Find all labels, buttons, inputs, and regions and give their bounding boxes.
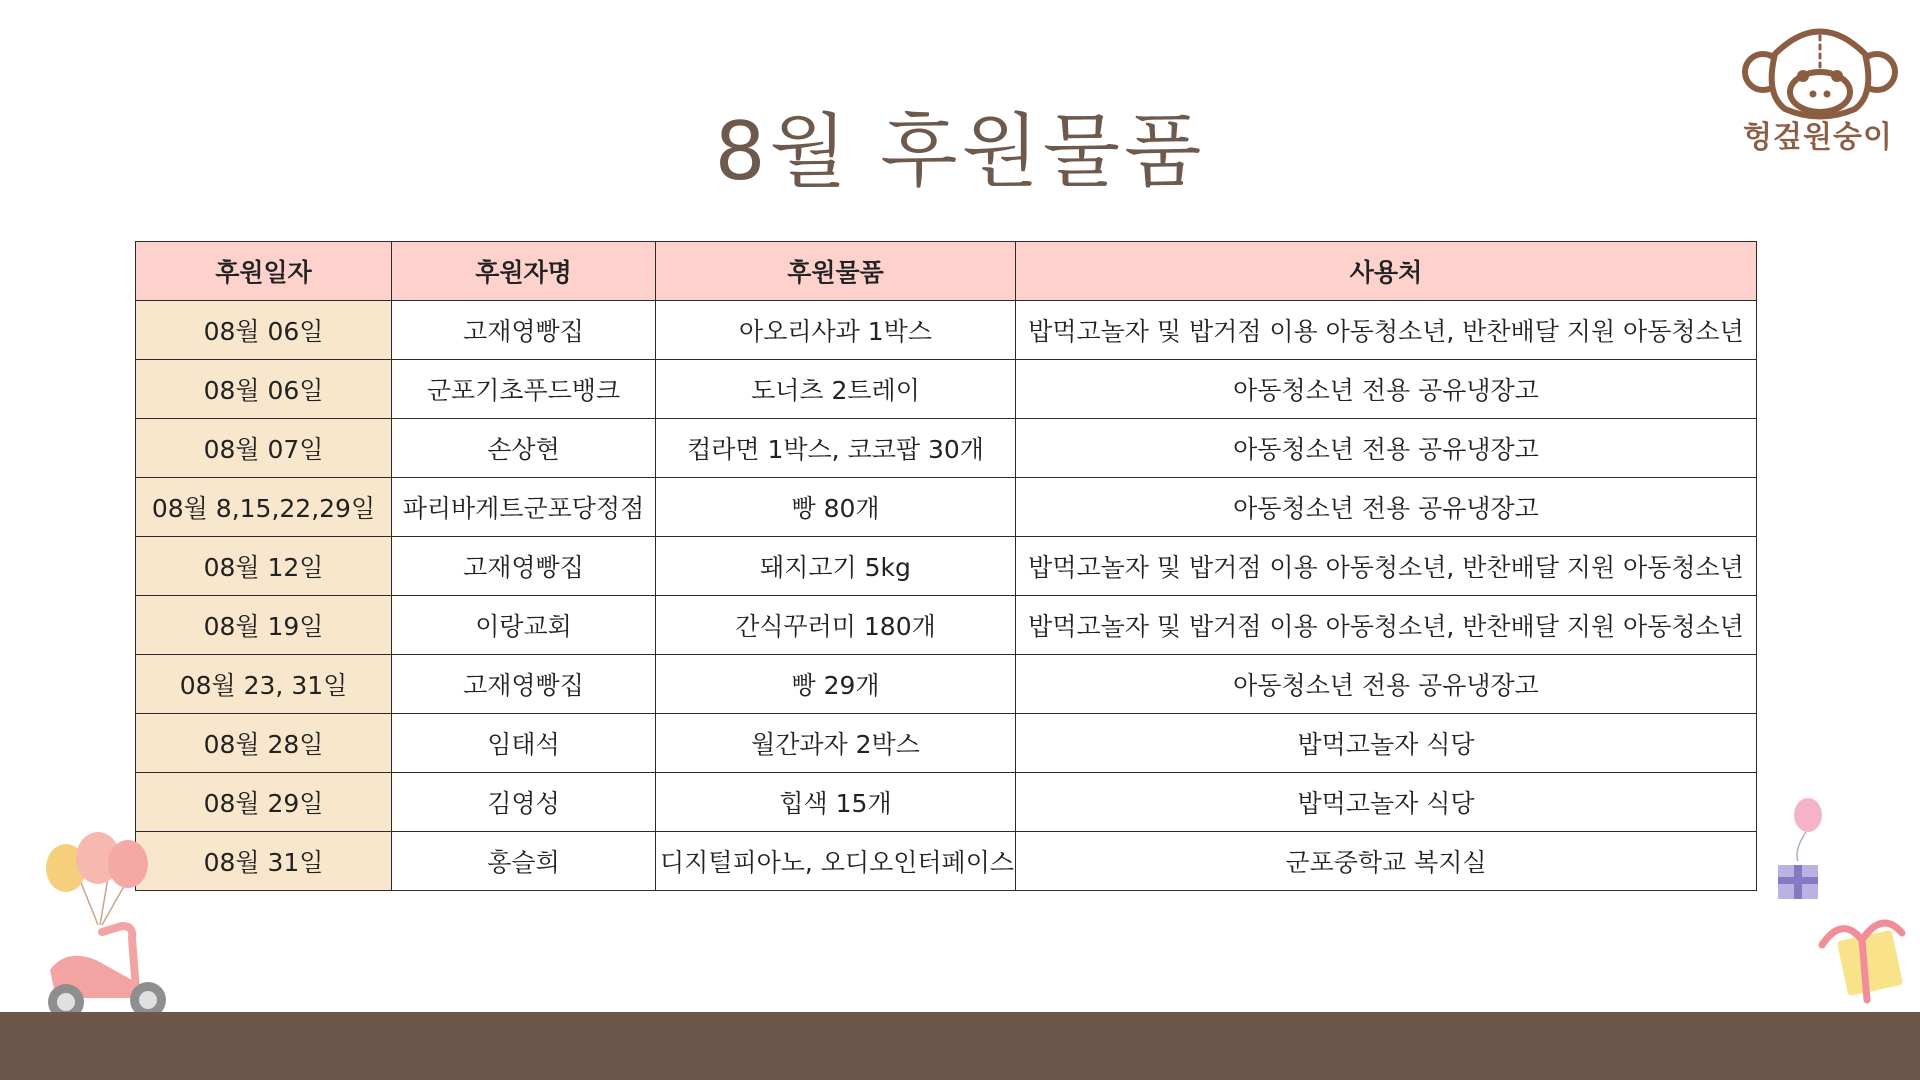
cell-items: 돼지고기 5kg <box>656 537 1016 596</box>
cell-items: 도너츠 2트레이 <box>656 360 1016 419</box>
cell-donor: 고재영빵집 <box>392 537 656 596</box>
table-header-row <box>136 242 1757 301</box>
table-row <box>136 714 1757 773</box>
table-row <box>136 419 1757 478</box>
table-row <box>136 832 1757 891</box>
cell-date: 08월 19일 <box>136 596 392 655</box>
cell-items: 아오리사과 1박스 <box>656 301 1016 360</box>
table-row <box>136 360 1757 419</box>
cell-date: 08월 31일 <box>136 832 392 891</box>
table-row <box>136 655 1757 714</box>
cell-usage: 아동청소년 전용 공유냉장고 <box>1016 478 1757 537</box>
cell-usage: 밥먹고놀자 식당 <box>1016 714 1757 773</box>
table-row <box>136 478 1757 537</box>
cell-donor: 파리바게트군포당정점 <box>392 478 656 537</box>
cell-items: 월간과자 2박스 <box>656 714 1016 773</box>
cell-donor: 군포기초푸드뱅크 <box>392 360 656 419</box>
cell-donor: 고재영빵집 <box>392 655 656 714</box>
header-donor: 후원자명 <box>392 242 656 301</box>
cell-donor: 이랑교회 <box>392 596 656 655</box>
gift-balloon-decoration-icon <box>1772 795 1824 907</box>
cell-date: 08월 06일 <box>136 360 392 419</box>
cell-date: 08월 8,15,22,29일 <box>136 478 392 537</box>
page-title: 8월 후원물품 <box>714 105 1206 198</box>
cell-usage: 아동청소년 전용 공유냉장고 <box>1016 419 1757 478</box>
cell-usage: 밥먹고놀자 및 밥거점 이용 아동청소년, 반찬배달 지원 아동청소년 <box>1016 537 1757 596</box>
cell-donor: 임태석 <box>392 714 656 773</box>
header-date: 후원일자 <box>136 242 392 301</box>
cell-date: 08월 28일 <box>136 714 392 773</box>
table-row <box>136 537 1757 596</box>
cell-items: 빵 29개 <box>656 655 1016 714</box>
cell-items: 디지털피아노, 오디오인터페이스 <box>656 832 1016 891</box>
cell-date: 08월 23, 31일 <box>136 655 392 714</box>
cell-items: 빵 80개 <box>656 478 1016 537</box>
balloon-scooter-decoration-icon <box>36 830 176 1025</box>
cell-usage: 아동청소년 전용 공유냉장고 <box>1016 360 1757 419</box>
cell-donor: 김영성 <box>392 773 656 832</box>
cell-donor: 고재영빵집 <box>392 301 656 360</box>
cell-items: 컵라면 1박스, 코코팝 30개 <box>656 419 1016 478</box>
header-items: 후원물품 <box>656 242 1016 301</box>
cell-donor: 손상현 <box>392 419 656 478</box>
table-row <box>136 596 1757 655</box>
cell-usage: 아동청소년 전용 공유냉장고 <box>1016 655 1757 714</box>
donation-table <box>135 241 1757 891</box>
cell-date: 08월 06일 <box>136 301 392 360</box>
table-row <box>136 773 1757 832</box>
cell-date: 08월 29일 <box>136 773 392 832</box>
cell-usage: 밥먹고놀자 식당 <box>1016 773 1757 832</box>
cell-usage: 밥먹고놀자 및 밥거점 이용 아동청소년, 반찬배달 지원 아동청소년 <box>1016 596 1757 655</box>
cell-items: 간식꾸러미 180개 <box>656 596 1016 655</box>
footer-bar <box>0 1012 1920 1080</box>
cell-donor: 홍슬희 <box>392 832 656 891</box>
header-usage: 사용처 <box>1016 242 1757 301</box>
gift-box-decoration-icon <box>1812 905 1908 1005</box>
table-row <box>136 301 1757 360</box>
cell-usage: 밥먹고놀자 및 밥거점 이용 아동청소년, 반찬배달 지원 아동청소년 <box>1016 301 1757 360</box>
cell-items: 힙색 15개 <box>656 773 1016 832</box>
logo-text: 헝겊원숭이 <box>1743 120 1893 155</box>
cell-usage: 군포중학교 복지실 <box>1016 832 1757 891</box>
cell-date: 08월 12일 <box>136 537 392 596</box>
cell-date: 08월 07일 <box>136 419 392 478</box>
